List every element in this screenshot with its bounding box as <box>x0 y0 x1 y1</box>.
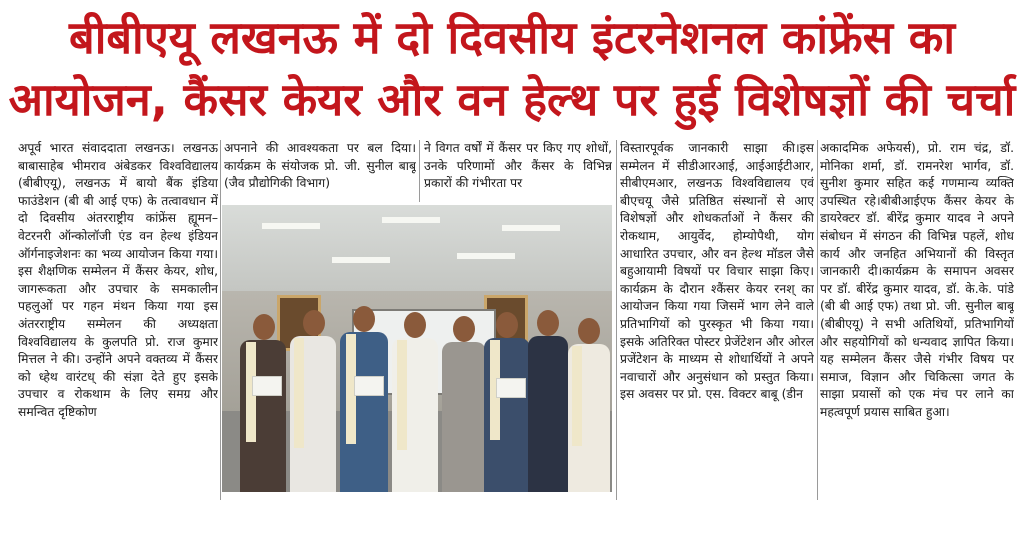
person <box>568 318 610 492</box>
person <box>484 312 530 492</box>
person <box>340 306 388 492</box>
ceiling-light <box>382 217 440 223</box>
article-column-3: ने विगत वर्षों में कैंसर पर किए गए शोधों, उनके परिणामों और कैंसर के विभिन्न प्रकारों की गंभीरता पर <box>424 141 612 191</box>
column-divider <box>220 140 221 500</box>
ceiling-light <box>262 223 320 229</box>
headline <box>0 0 1024 134</box>
column-divider <box>817 140 818 500</box>
article-column-2: अपनाने की आवश्यकता पर बल दिया।कार्यक्रम के संयोजक प्रो. जी. सुनील बाबू (जैव प्रौद्योगिकी विभाग) <box>224 141 416 191</box>
person <box>240 314 286 492</box>
photo-ceiling <box>222 205 612 291</box>
headline-line-1: बीबीएयू लखनऊ में दो दिवसीय इंटरनेशनल कांफ्रेंस का <box>69 11 955 64</box>
article-column-4: विस्तारपूर्वक जानकारी साझा की।इस सम्मेलन में सीडीआरआई, आईआईटीआर, सीबीएमआर, लखनऊ विश्वविद्यालय एवं बीएचयू जैसे प्रतिष्ठित संस्थानों से आए विशेषज्ञों और शोधकर्ताओं ने कैंसर की रोकथाम, आयुर्वेद, होम्योपैथी, योग आधारित उपचार, और वन हेल्थ मॉडल जैसे बहुआयामी विषयों पर विचार साझा किए।कार्यक्रम के दौरान श्कैंसर केयर रनश् का आयोजन किया गया जिसमें भाग लेने वाले प्रतिभागियों को पुरस्कृत भी किया गया। इसके अतिरिक्त पोस्टर प्रेजेंटेशन और ओरल प्रजेंटेशन के माध्यम से शोधार्थियों ने अपने नवाचारों और अनुसंधान को प्रस्तुत किया।इस अवसर पर प्रो. एस. विक्टर बाबू (डीन <box>620 141 814 402</box>
article-column-5: अकादमिक अफेयर्स), प्रो. राम चंद्र, डॉ. मोनिका शर्मा, डॉ. रामनरेश भार्गव, डॉ. सुनीश कुमार सहित कई गणमान्य व्यक्ति उपस्थित रहे।बीबीआईएफ कैंसर केयर के डायरेक्टर डॉ. बीरेंद्र कुमार यादव ने अपने संबोधन में संगठन की विभिन्न पहलें, शोध कार्य और जनहित अभियानों की विस्तृत जानकारी दी।कार्यक्रम के समापन अवसर पर डॉ. बीरेंद्र कुमार यादव, डॉ. के.के. पांडे (बी बी आई एफ) तथा प्रो. जी. सुनील बाबू (बीबीएयू) ने सभी अतिथियों, प्रतिभागियों और सहयोगियों को धन्यवाद ज्ञापित किया।यह सम्मेलन कैंसर जैसे गंभीर विषय पर समाज, विज्ञान और चिकित्सा जगत के साझा प्रयासों को एक मंच पर लाने का महत्वपूर्ण प्रयास साबित हुआ। <box>820 141 1014 419</box>
ceiling-light <box>502 225 560 231</box>
column-divider <box>616 140 617 500</box>
ceiling-light <box>332 257 390 263</box>
person <box>290 310 336 492</box>
person <box>528 310 568 492</box>
column-divider <box>419 140 420 202</box>
ceiling-light <box>457 253 515 259</box>
person <box>392 312 438 492</box>
headline-line-2: आयोजन, कैंसर केयर और वन हेल्थ पर हुई विशेषज्ञों की चर्चा <box>8 73 1016 126</box>
person <box>442 316 486 492</box>
event-photo <box>222 205 612 492</box>
article-column-1: अपूर्व भारत संवाददाता लखनऊ। लखनऊ बाबासाहेब भीमराव अंबेडकर विश्वविद्यालय (बीबीएयू), लखनऊ में बायो बैंक इंडिया फाउंडेशन (बी बी आई एफ) के तत्वावधान में दो दिवसीय अंतरराष्ट्रीय कांफ्रेंस ह्यूमन–वेटरनरी ऑन्कोलॉजी एंड वन हेल्थ इंडियन ऑर्गनाइजेशनः का भव्य आयोजन किया गया। इस शैक्षणिक सम्मेलन में कैंसर केयर, शोध, जागरूकता और उपचार के समकालीन पहलुओं पर गहन मंथन किया गया इस अंतरराष्ट्रीय सम्मेलन की अध्यक्षता विश्वविद्यालय के कुलपति प्रो. राज कुमार मित्तल ने की। उन्होंने अपने वक्तव्य में कैंसर को ध्हेथ वारंटध् की संज्ञा देते हुए इसके उपचार व रोकथाम के लिए समग्र और समन्वित दृष्टिकोण <box>18 141 218 419</box>
